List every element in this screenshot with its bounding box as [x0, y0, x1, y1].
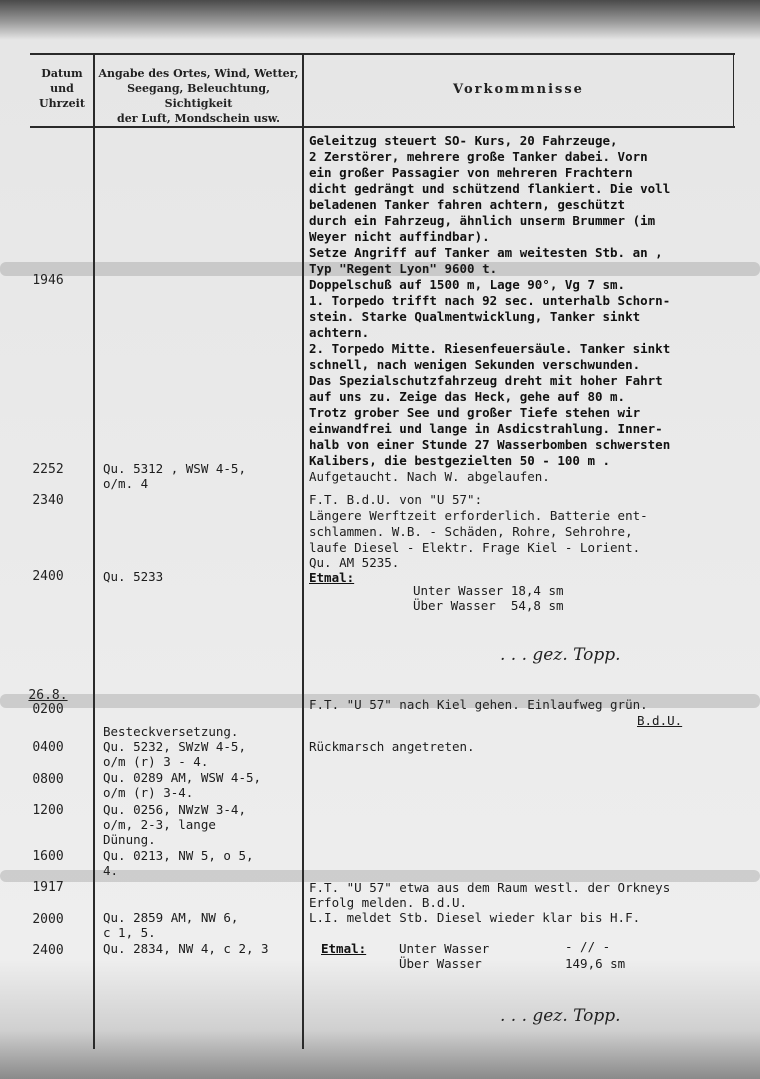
- event-line: durch ein Fahrzeug, ähnlich unserm Brummer (im: [309, 213, 656, 228]
- event-line: 1. Torpedo trifft nach 92 sec. unterhalb Schorn-: [309, 293, 671, 308]
- place-line: Qu. 0213, NW 5, o 5,: [103, 848, 254, 863]
- event-line: einwandfrei und lange in Asdicstrahlung. Inner-: [309, 421, 663, 436]
- event-line: Längere Werftzeit erforderlich. Batterie ent-: [309, 508, 648, 523]
- event-line: 2 Zerstörer, mehrere große Tanker dabei. Vorn: [309, 149, 648, 164]
- event-line: Doppelschuß auf 1500 m, Lage 90°, Vg 7 sm.: [309, 277, 626, 292]
- time-1917: 1917: [32, 880, 64, 895]
- place-line: 4.: [103, 863, 119, 878]
- event-line: laufe Diesel - Elektr. Frage Kiel - Lorient.: [309, 540, 641, 555]
- time-2340: 2340: [32, 493, 64, 508]
- header-date-time: [32, 66, 92, 111]
- place-line: Qu. 2834, NW 4, c 2, 3: [103, 941, 269, 956]
- event-line: Weyer nicht auffindbar).: [309, 229, 490, 244]
- time-0200: 0200: [32, 702, 64, 717]
- scan-smudge: [0, 870, 760, 882]
- scan-smudge: [0, 694, 760, 708]
- header-time-label: Uhrzeit: [39, 97, 85, 110]
- event-line: L.I. meldet Stb. Diesel wieder klar bis H.F.: [309, 910, 641, 925]
- etmal-underwater-2-value: - // -: [565, 939, 611, 954]
- time-2000: 2000: [32, 912, 64, 927]
- event-line: Trotz grober See und großer Tiefe stehen wir: [309, 405, 641, 420]
- event-line: Das Spezialschutzfahrzeug dreht mit hoher Fahrt: [309, 373, 663, 388]
- place-line: o/m. 4: [103, 476, 149, 491]
- event-line: F.T. "U 57" nach Kiel gehen. Einlaufweg grün.: [309, 697, 648, 712]
- event-line: achtern.: [309, 325, 370, 340]
- event-line: halb von einer Stunde 27 Wasserbomben schwersten: [309, 437, 671, 452]
- etmal-underwater: Unter Wasser 18,4 sm: [413, 583, 564, 598]
- event-line: dicht gedrängt und schützend flankiert. Die voll: [309, 181, 671, 196]
- place-line: o/m (r) 3-4.: [103, 785, 194, 800]
- header-bottom-rule: [30, 126, 735, 128]
- etmal-underwater-2: Unter Wasser: [399, 941, 490, 956]
- event-line: stein. Starke Qualmentwicklung, Tanker sinkt: [309, 309, 641, 324]
- event-line: Qu. AM 5235.: [309, 555, 400, 570]
- header-events: Vorkommnisse: [453, 82, 584, 97]
- header-location-line2: Seegang, Beleuchtung, Sichtigkeit: [127, 82, 270, 110]
- header-and-label: und: [50, 82, 74, 95]
- place-line: Besteckversetzung.: [103, 724, 239, 739]
- time-2252: 2252: [32, 462, 64, 477]
- event-line: schnell, nach wenigen Sekunden verschwunden.: [309, 357, 641, 372]
- event-line: Aufgetaucht. Nach W. abgelaufen.: [309, 469, 550, 484]
- time-0400: 0400: [32, 740, 64, 755]
- header-location-line1: Angabe des Ortes, Wind, Wetter,: [98, 67, 299, 80]
- place-line: c 1, 5.: [103, 925, 156, 940]
- time-0800: 0800: [32, 772, 64, 787]
- place-line: Qu. 2859 AM, NW 6,: [103, 910, 239, 925]
- time-2400-a: 2400: [32, 569, 64, 584]
- event-line: 2. Torpedo Mitte. Riesenfeuersäule. Tanker sinkt: [309, 341, 671, 356]
- event-line: Geleitzug steuert SO- Kurs, 20 Fahrzeuge,: [309, 133, 618, 148]
- column-divider-1: [93, 53, 95, 1049]
- date-26-8: 26.8.: [28, 688, 68, 703]
- event-line: beladenen Tanker fahren achtern, geschützt: [309, 197, 626, 212]
- column-divider-3: [733, 53, 734, 128]
- place-line: Qu. 5312 , WSW 4-5,: [103, 461, 246, 476]
- etmal-surface-2: Über Wasser: [399, 956, 482, 971]
- place-line: Qu. 5233: [103, 569, 164, 584]
- header-location-weather: [96, 66, 301, 126]
- time-1200: 1200: [32, 803, 64, 818]
- event-line: ein großer Passagier von mehreren Frachtern: [309, 165, 633, 180]
- place-line: Dünung.: [103, 832, 156, 847]
- time-1600: 1600: [32, 849, 64, 864]
- place-line: Qu. 5232, SWzW 4-5,: [103, 739, 246, 754]
- time-2400-b: 2400: [32, 943, 64, 958]
- event-line: auf uns zu. Zeige das Heck, gehe auf 80 m.: [309, 389, 626, 404]
- place-line: o/m, 2-3, lange: [103, 817, 216, 832]
- column-divider-2: [302, 53, 304, 1049]
- header-location-line3: der Luft, Mondschein usw.: [117, 112, 280, 125]
- event-line: Typ "Regent Lyon" 9600 t.: [309, 261, 498, 276]
- signature-2: . . . gez. Topp.: [500, 1006, 621, 1026]
- event-line: schlammen. W.B. - Schäden, Rohre, Sehrohre,: [309, 524, 633, 539]
- scan-smudge: [0, 262, 760, 276]
- event-line: Setze Angriff auf Tanker am weitesten Stb. an ,: [309, 245, 663, 260]
- event-line: Kalibers, die bestgezielten 50 - 100 m .: [309, 453, 611, 468]
- event-line: F.T. B.d.U. von "U 57":: [309, 492, 483, 507]
- header-date-label: Datum: [41, 67, 83, 80]
- etmal-surface-2-value: 149,6 sm: [565, 956, 626, 971]
- etmal-label: Etmal:: [309, 570, 355, 585]
- etmal-label-2: Etmal:: [321, 941, 367, 956]
- event-signoff: B.d.U.: [637, 713, 683, 728]
- event-line: Rückmarsch angetreten.: [309, 739, 475, 754]
- event-line: Erfolg melden. B.d.U.: [309, 895, 468, 910]
- time-1946: 1946: [32, 273, 64, 288]
- top-rule: [30, 53, 735, 55]
- place-line: o/m (r) 3 - 4.: [103, 754, 209, 769]
- place-line: Qu. 0289 AM, WSW 4-5,: [103, 770, 262, 785]
- signature-1: . . . gez. Topp.: [500, 645, 621, 665]
- etmal-surface: Über Wasser 54,8 sm: [413, 598, 564, 613]
- event-line: F.T. "U 57" etwa aus dem Raum westl. der Orkneys: [309, 880, 671, 895]
- place-line: Qu. 0256, NWzW 3-4,: [103, 802, 246, 817]
